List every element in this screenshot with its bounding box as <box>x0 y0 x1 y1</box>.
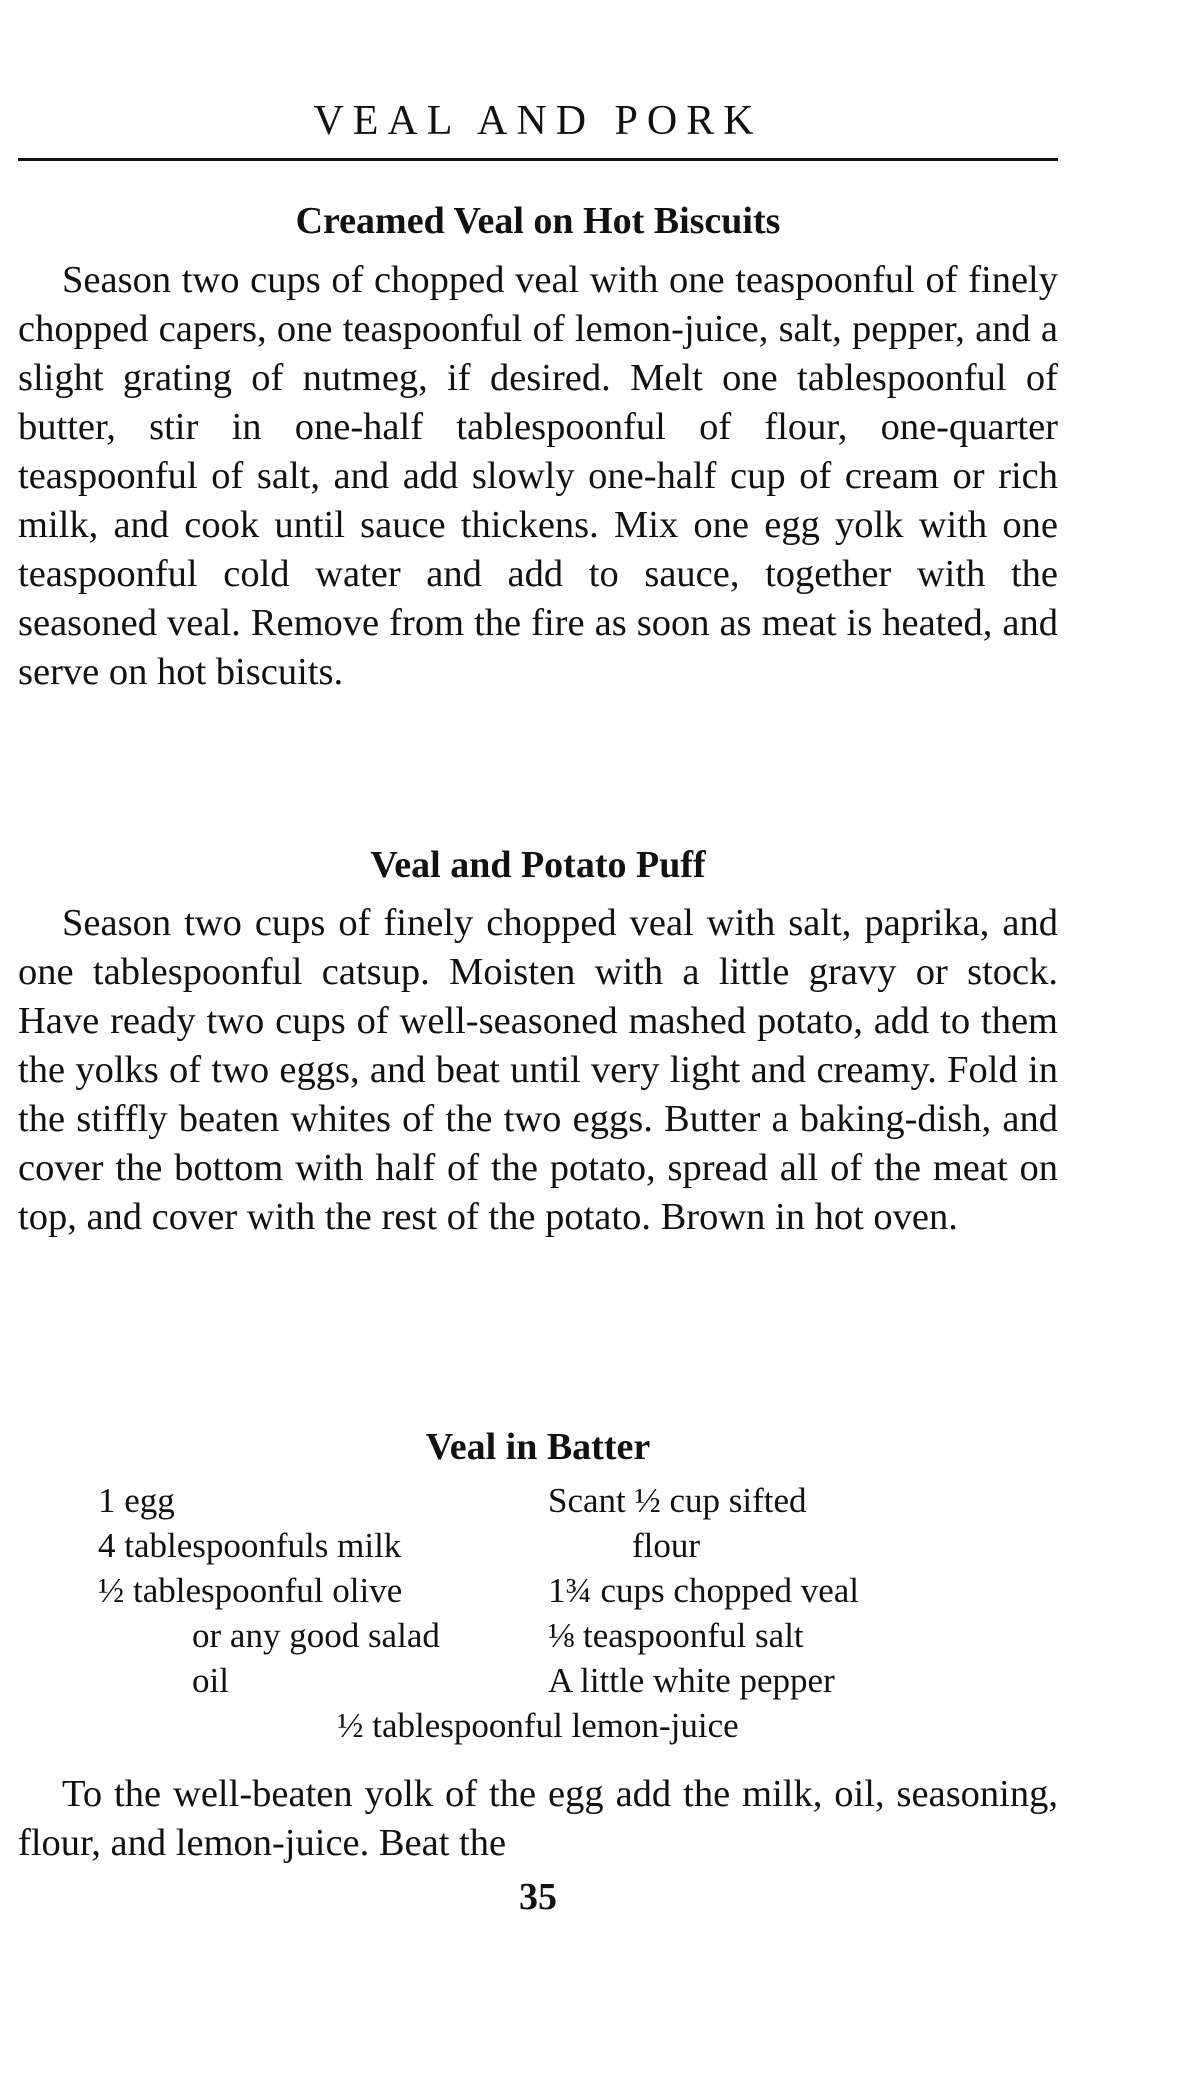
recipe-body-creamed-veal: Season two cups of chopped veal with one teaspoonful of finely chopped capers, one teaspoonful of lemon-juice, salt, pepper, and a slight grating of nutmeg, if desired. Melt one tablespoonful of butter, stir in one-half tablespoonful of flour, one-quarter teaspoonful of salt, and add slowly one-half cup of cream or rich milk, and cook until sauce thickens. Mix one egg yolk with one teaspoonful cold water and add to sauce, together with the seasoned veal. Remove from the fire as soon as meat is heated, and serve on hot biscuits. <box>18 259 1058 693</box>
ingredient-item: ⅛ teaspoonful salt <box>548 1616 804 1655</box>
running-head: VEAL AND PORK <box>313 98 763 144</box>
ingredient-item: 1¾ cups chopped veal <box>548 1571 860 1610</box>
page-number: 35 <box>519 1876 557 1918</box>
ingredient-item: Scant ½ cup sifted <box>548 1481 807 1520</box>
recipe-title-creamed-veal: Creamed Veal on Hot Biscuits <box>295 200 781 242</box>
recipe-title-veal-potato-puff: Veal and Potato Puff <box>370 844 706 886</box>
header-rule <box>18 158 1058 161</box>
ingredient-item: ½ tablespoonful olive <box>98 1571 403 1610</box>
ingredient-item: 4 tablespoonfuls milk <box>98 1526 402 1565</box>
ingredient-item-continuation: or any good salad <box>192 1616 440 1655</box>
ingredient-item-centered: ½ tablespoonful lemon-juice <box>337 1706 739 1745</box>
ingredient-item: A little white pepper <box>548 1661 835 1700</box>
ingredient-item-continuation: oil <box>192 1661 229 1700</box>
book-page <box>18 0 1058 2100</box>
recipe-title-veal-in-batter: Veal in Batter <box>425 1426 651 1468</box>
ingredient-item: 1 egg <box>98 1481 175 1520</box>
ingredient-item-continuation: flour <box>632 1526 701 1565</box>
recipe-body-veal-potato-puff: Season two cups of finely chopped veal with salt, paprika, and one tablespoonful catsup. Moisten with a little gravy or stock. Have ready two cups of well-seasoned mashed potato, add to them the yolks of two eggs, and beat until very light and creamy. Fold in the stiffly beaten whites of the two eggs. Butter a baking-dish, and cover the bottom with half of the potato, spread all of the meat on top, and cover with the rest of the potato. Brown in hot oven. <box>18 902 1058 1238</box>
recipe-body-veal-in-batter: To the well-beaten yolk of the egg add the milk, oil, seasoning, flour, and lemon-juice. Beat the <box>18 1773 1058 1864</box>
